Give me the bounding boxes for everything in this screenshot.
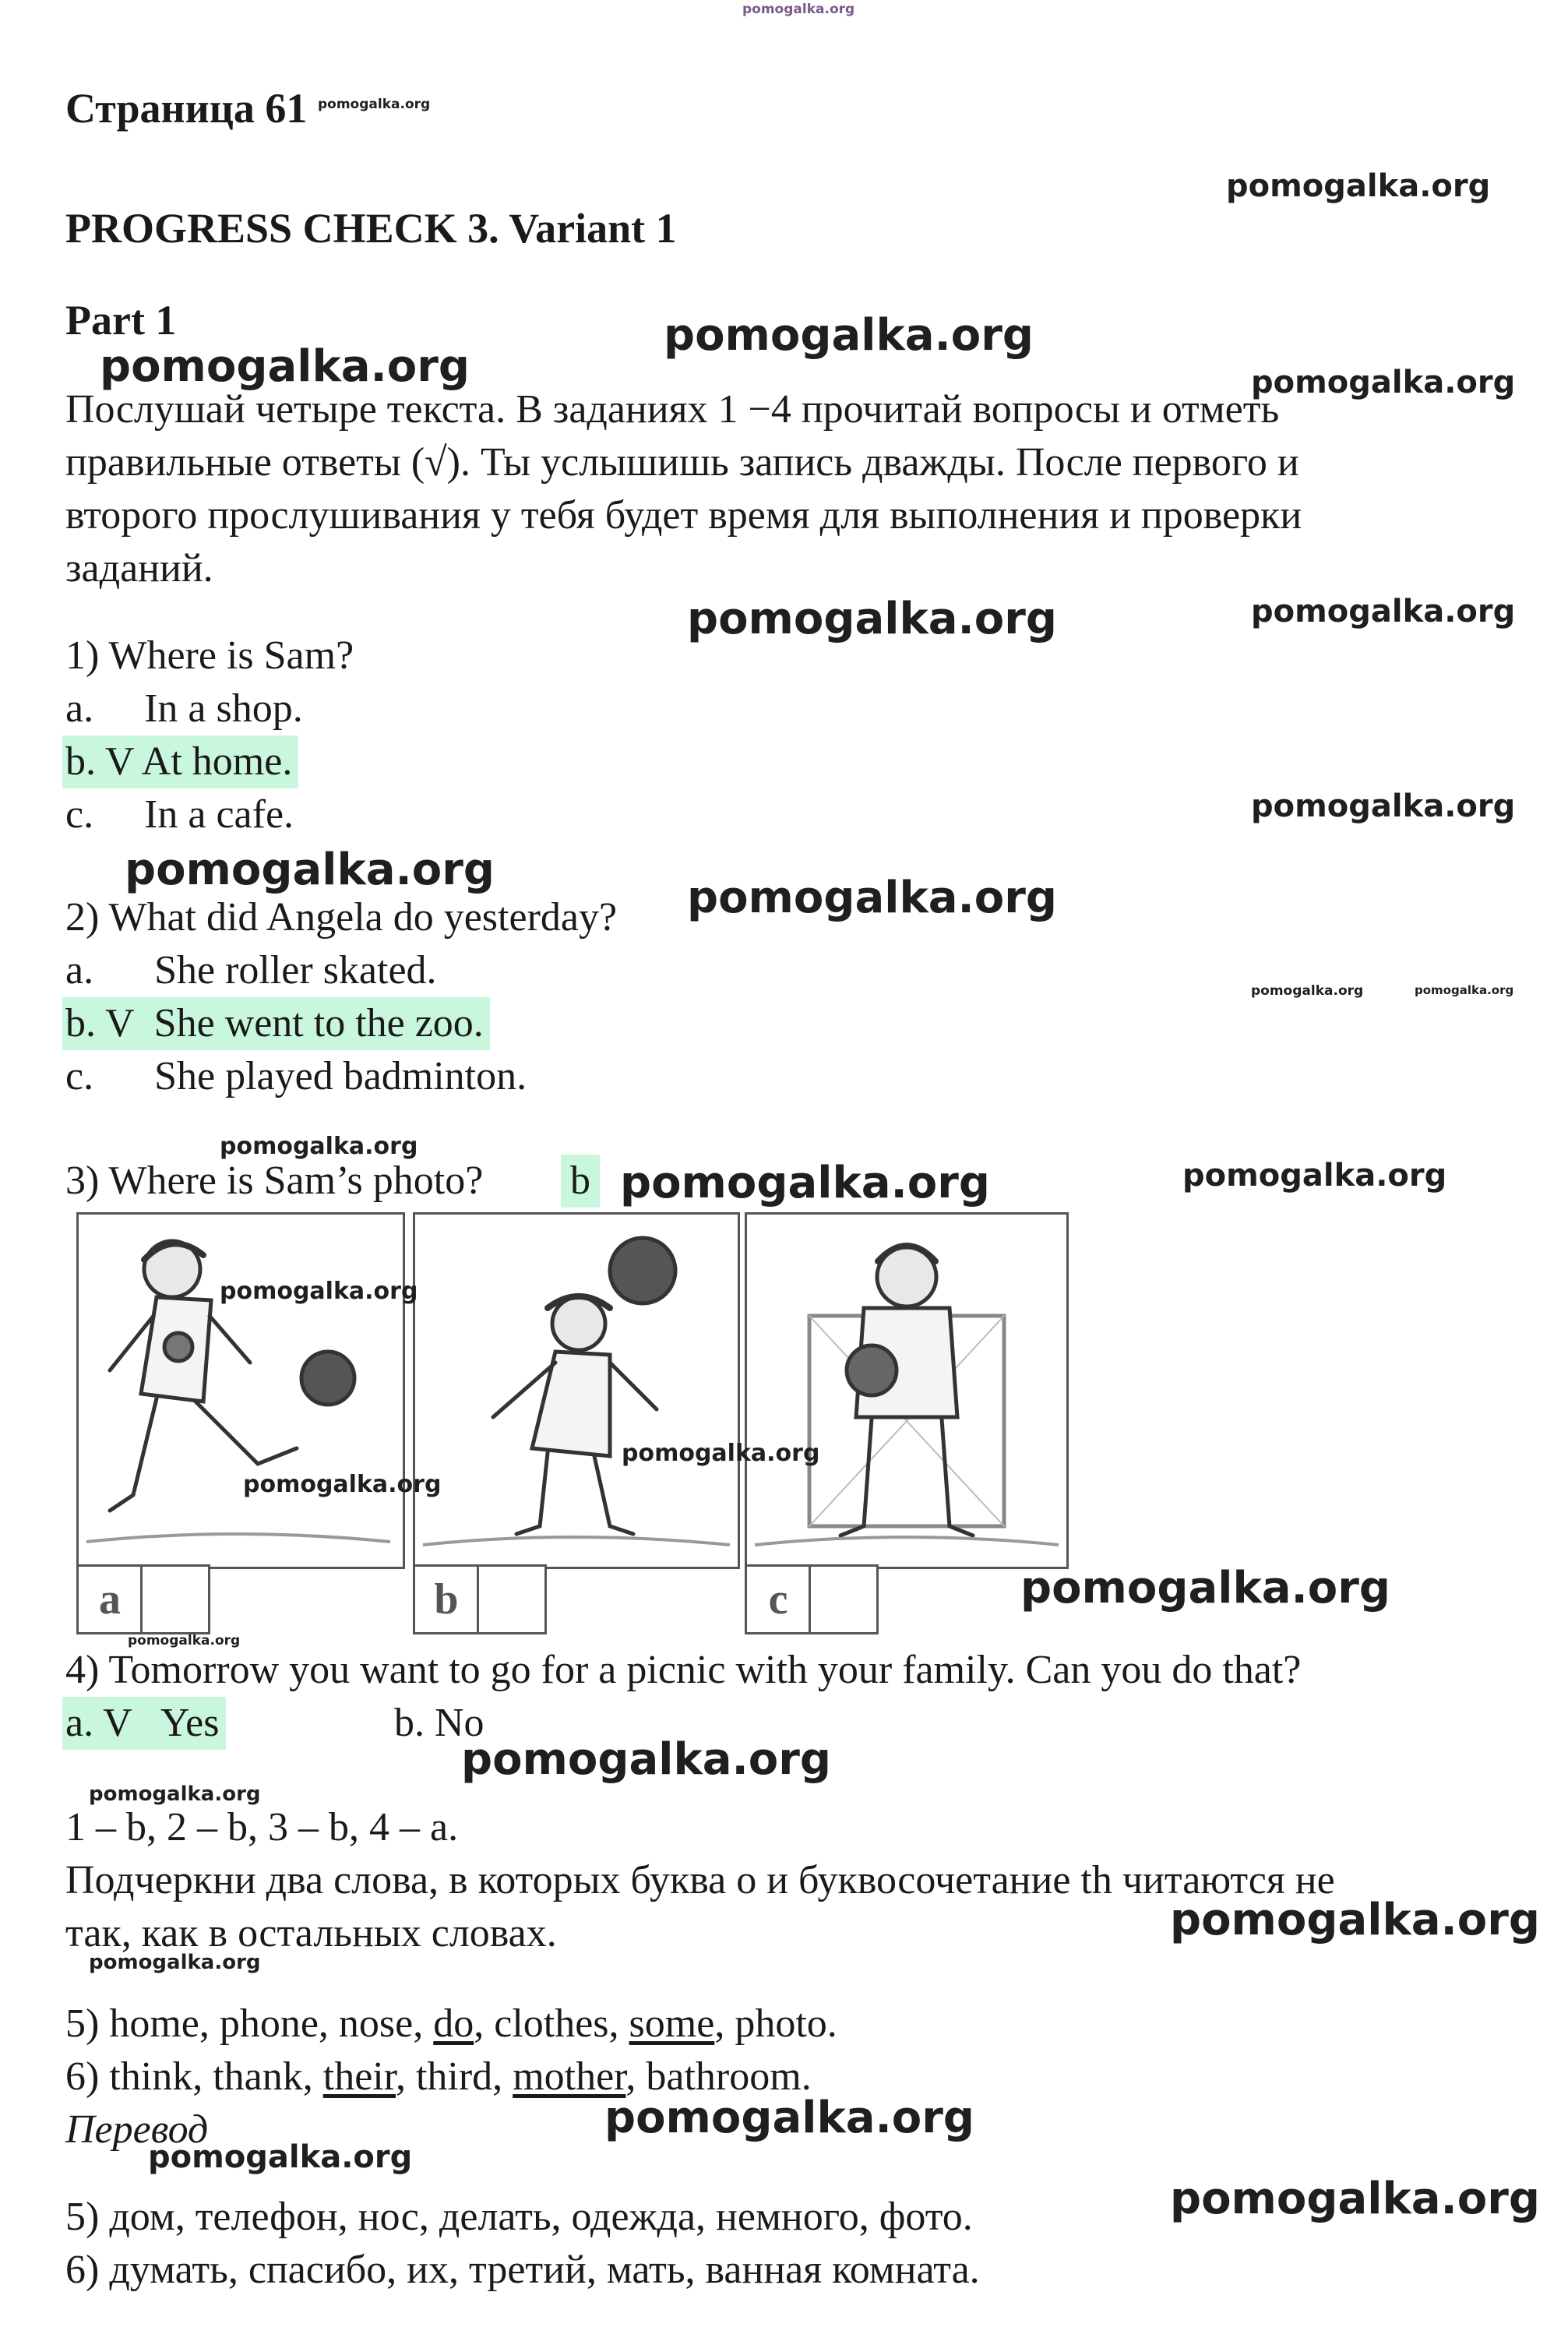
option-1c: c. In a cafe. (65, 792, 294, 837)
boy-holding-ball-goal-image (747, 1215, 1066, 1567)
boy-heading-ball-image (415, 1215, 738, 1567)
watermark: pomogalka.org (1415, 983, 1514, 997)
photo-b[interactable] (413, 1212, 740, 1569)
option-4a-correct: a. V Yes (62, 1697, 226, 1750)
watermark: pomogalka.org (1170, 1895, 1540, 1945)
text: , third, (395, 2054, 513, 2099)
watermark: pomogalka.org (1182, 1158, 1447, 1194)
part-heading: Part 1 (65, 297, 177, 344)
answers-line: 1 – b, 2 – b, 3 – b, 4 – a. (65, 1805, 459, 1850)
watermark: pomogalka.org (89, 1951, 261, 1974)
task2-line: Подчеркни два слова, в которых буква о и буквосочетание th читаются не (65, 1858, 1335, 1902)
question-5 (65, 1998, 837, 2051)
instruction-line: второго прослушивания у тебя будет время для выполнения и проверки (65, 493, 1302, 538)
watermark: pomogalka.org (1251, 594, 1516, 629)
text: 5) home, phone, nose, (65, 2001, 434, 2046)
underlined-word: do (433, 2001, 474, 2046)
watermark: pomogalka.org (604, 2093, 974, 2143)
watermark: pomogalka.org (461, 1734, 831, 1785)
photo-label-b: b (413, 1564, 480, 1634)
watermark: pomogalka.org (318, 97, 431, 112)
watermark: pomogalka.org (1020, 1563, 1390, 1613)
watermark-top: pomogalka.org (742, 2, 855, 17)
instruction-line: Послушай четыре текста. В заданиях 1 −4 прочитай вопросы и отметь (65, 387, 1280, 432)
instruction-line: правильные ответы (√). Ты услышишь запись дважды. После первого и (65, 440, 1299, 485)
page-title: Страница 61 (65, 85, 308, 132)
translation-label: Перевод (65, 2107, 209, 2152)
watermark: pomogalka.org (1170, 2174, 1540, 2224)
question-4: 4) Tomorrow you want to go for a picnic with your family. Can you do that? (65, 1648, 1302, 1692)
text: , clothes, (474, 2001, 629, 2046)
checkbox-a[interactable] (140, 1564, 210, 1634)
watermark: pomogalka.org (1251, 788, 1516, 824)
checkbox-b[interactable] (477, 1564, 547, 1634)
text: , bathroom. (625, 2054, 812, 2099)
option-2c: c. She played badminton. (65, 1054, 527, 1098)
watermark: pomogalka.org (1226, 168, 1491, 204)
photo-label-a: a (76, 1564, 143, 1634)
photo-c[interactable] (745, 1212, 1069, 1569)
option-1b-correct: b. V At home. (62, 735, 298, 788)
watermark: pomogalka.org (1251, 983, 1364, 999)
photo-label-c: c (745, 1564, 812, 1634)
watermark: pomogalka.org (89, 1783, 261, 1806)
question-1: 1) Where is Sam? (65, 633, 354, 678)
question-3: 3) Where is Sam’s photo? (65, 1158, 484, 1203)
checkbox-c[interactable] (809, 1564, 879, 1634)
watermark: pomogalka.org (622, 1440, 820, 1467)
watermark: pomogalka.org (687, 594, 1057, 644)
underlined-word: their (322, 2054, 396, 2099)
option-2a: a. She roller skated. (65, 948, 437, 993)
watermark: pomogalka.org (125, 845, 495, 895)
translation-line: 5) дом, телефон, нос, делать, одежда, немного, фото. (65, 2195, 973, 2239)
text: , photo. (714, 2001, 837, 2046)
question-2: 2) What did Angela do yesterday? (65, 895, 618, 940)
photo-a[interactable] (76, 1212, 405, 1569)
option-1a: a. In a shop. (65, 686, 303, 731)
watermark: pomogalka.org (664, 310, 1034, 361)
watermark: pomogalka.org (220, 1133, 418, 1160)
option-4b: b. No (394, 1701, 484, 1745)
underlined-word: mother (513, 2054, 626, 2099)
section-heading: PROGRESS CHECK 3. Variant 1 (65, 205, 677, 252)
option-2b-correct: b. V She went to the zoo. (62, 997, 490, 1050)
watermark: pomogalka.org (687, 873, 1057, 923)
answer-3: b (561, 1155, 600, 1208)
translation-line: 6) думать, спасибо, их, третий, мать, ванная комната. (65, 2248, 980, 2292)
task2-line: так, как в остальных словах. (65, 1911, 557, 1955)
underlined-word: some (629, 2001, 715, 2046)
instruction-line: заданий. (65, 546, 213, 591)
watermark: pomogalka.org (1251, 365, 1516, 400)
watermark: pomogalka.org (620, 1158, 990, 1208)
watermark: pomogalka.org (100, 341, 470, 392)
watermark: pomogalka.org (148, 2139, 413, 2175)
watermark: pomogalka.org (243, 1471, 442, 1498)
text: 6) think, thank, (65, 2054, 323, 2099)
watermark: pomogalka.org (128, 1633, 241, 1649)
boy-kicking-ball-image (79, 1215, 403, 1567)
watermark: pomogalka.org (220, 1278, 418, 1305)
